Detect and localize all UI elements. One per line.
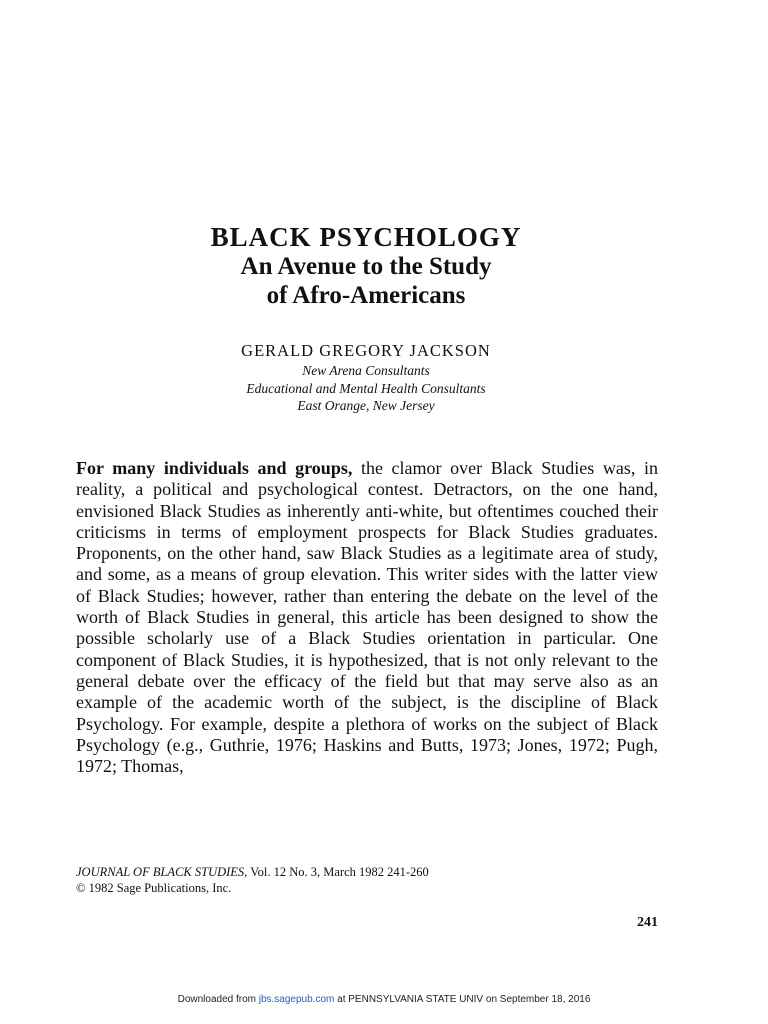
body-lead-in: For many individuals and groups,	[76, 458, 353, 478]
body-paragraph	[76, 458, 658, 777]
journal-citation	[76, 864, 676, 896]
article-title	[0, 222, 732, 310]
download-source-link[interactable]: jbs.sagepub.com	[258, 994, 335, 1005]
download-prefix: Downloaded from	[177, 994, 259, 1005]
download-notice	[0, 994, 768, 1005]
download-suffix: at PENNSYLVANIA STATE UNIV on September 18, 2016	[334, 994, 591, 1005]
author-name: GERALD GREGORY JACKSON	[241, 341, 491, 360]
title-line-subtitle-2: of Afro-Americans	[266, 282, 466, 309]
journal-details: Vol. 12 No. 3, March 1982 241-260	[247, 865, 429, 879]
page-number: 241	[637, 915, 658, 930]
title-line-main: BLACK PSYCHOLOGY	[210, 222, 522, 252]
title-line-subtitle-1: An Avenue to the Study	[240, 253, 492, 280]
body-paragraph-text: the clamor over Black Studies was, in reality, a political and psychological contest. Detractors, on the one hand, envisioned Black Studies as inherently anti-white, but oftentimes couched their criticisms in terms of employment prospects for Black Studies graduates. Proponents, on the other hand, saw Black Studies as a legitimate area of study, and some, as a means of group elevation. This writer sides with the latter view of Black Studies; however, rather than entering the debate on the level of the worth of Black Studies in general, this article has been designed to show the possible scholarly use of a Black Studies orientation in particular. One component of Black Studies, it is hypothesized, that is not only relevant to the general debate over the efficacy of the field but that may serve also as an example of the academic worth of the subject, is the discipline of Black Psychology. For example, despite a plethora of works on the subject of Black Psychology (e.g., Guthrie, 1976; Haskins and Butts, 1973; Jones, 1972; Pugh, 1972; Thomas,	[76, 458, 658, 777]
author-location: East Orange, New Jersey	[297, 398, 435, 413]
author-block	[0, 340, 732, 415]
author-affiliation-2: Educational and Mental Health Consultants	[246, 380, 486, 396]
copyright-notice: © 1982 Sage Publications, Inc.	[76, 881, 232, 895]
author-affiliation-1: New Arena Consultants	[302, 363, 430, 378]
journal-name: JOURNAL OF BLACK STUDIES,	[76, 865, 248, 879]
